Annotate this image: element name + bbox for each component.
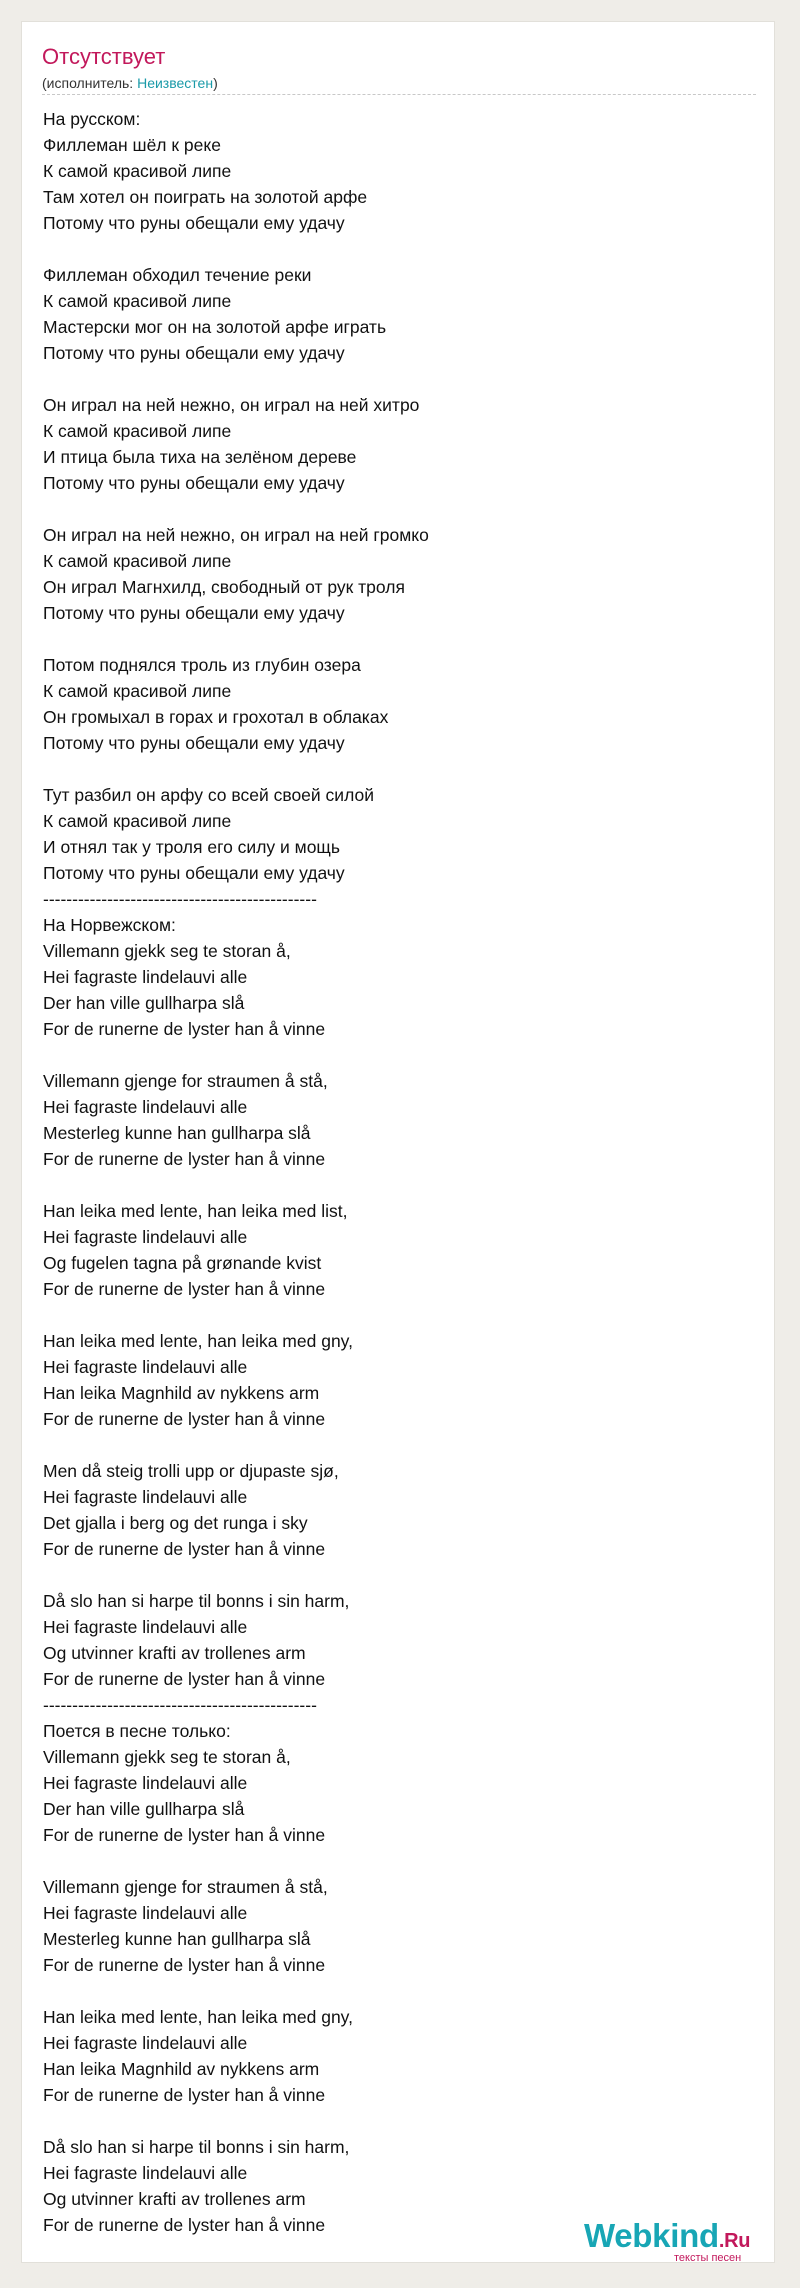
lyric-line: К самой красивой липе [43, 291, 232, 311]
lyric-line: Då slo han si harpe til bonns i sin harm, [43, 1591, 350, 1611]
lyric-line: Мастерски мог он на золотой арфе играть [43, 317, 387, 337]
lyric-line: Потому что руны обещали ему удачу [43, 733, 345, 753]
song-title: Отсутствует [42, 44, 166, 69]
lyric-line: For de runerne de lyster han å vinne [43, 1019, 326, 1039]
lyric-line: Там хотел он поиграть на золотой арфе [43, 187, 368, 207]
lyric-line: Потом поднялся троль из глубин озера [43, 655, 361, 675]
lyric-line: Hei fagraste lindelauvi alle [43, 967, 248, 987]
lyric-line: Hei fagraste lindelauvi alle [43, 1617, 248, 1637]
lyric-line: К самой красивой липе [43, 551, 232, 571]
lyrics-text [43, 106, 743, 2238]
lyric-line: Hei fagraste lindelauvi alle [43, 1487, 248, 1507]
stanza-gap [43, 1042, 743, 1068]
stanza-gap [43, 236, 743, 262]
lyric-line: Hei fagraste lindelauvi alle [43, 2163, 248, 2183]
lyric-line: Потому что руны обещали ему удачу [43, 213, 345, 233]
lyric-line: For de runerne de lyster han å vinne [43, 1279, 326, 1299]
logo-tagline: тексты песен [674, 2252, 742, 2264]
lyric-line: Филлеман шёл к реке [43, 135, 221, 155]
stanza-gap [43, 1432, 743, 1458]
lyric-line: Hei fagraste lindelauvi alle [43, 2033, 248, 2053]
stanza-gap [43, 626, 743, 652]
lyric-line: Mesterleg kunne han gullharpa slå [43, 1123, 311, 1143]
lyric-line: Потому что руны обещали ему удачу [43, 863, 345, 883]
stanza-gap [43, 1978, 743, 2004]
lyric-line: К самой красивой липе [43, 161, 232, 181]
lyric-line: For de runerne de lyster han å vinne [43, 2215, 326, 2235]
lyric-line: Han leika Magnhild av nykkens arm [43, 1383, 320, 1403]
lyric-line: Hei fagraste lindelauvi alle [43, 1903, 248, 1923]
artist-line [42, 74, 218, 92]
lyric-line: Hei fagraste lindelauvi alle [43, 1357, 248, 1377]
stanza-gap [43, 366, 743, 392]
lyric-line: Mesterleg kunne han gullharpa slå [43, 1929, 311, 1949]
lyric-line: Филлеман обходил течение реки [43, 265, 312, 285]
lyric-line: Han leika Magnhild av nykkens arm [43, 2059, 320, 2079]
lyric-line: Он играл на ней нежно, он играл на ней громко [43, 525, 429, 545]
lyric-line: Hei fagraste lindelauvi alle [43, 1773, 248, 1793]
lyric-line: For de runerne de lyster han å vinne [43, 1825, 326, 1845]
stanza-gap [43, 756, 743, 782]
lyric-line: For de runerne de lyster han å vinne [43, 2085, 326, 2105]
stanza-gap [43, 1302, 743, 1328]
lyric-line: Der han ville gullharpa slå [43, 1799, 245, 1819]
lyric-line: И отнял так у троля его силу и мощь [43, 837, 340, 857]
lyric-line: Villemann gjenge for straumen å stå, [43, 1877, 328, 1897]
lyric-line: Потому что руны обещали ему удачу [43, 473, 345, 493]
lyric-line: На русском: [43, 109, 141, 129]
lyric-line: На Норвежском: [43, 915, 176, 935]
stanza-gap [43, 1172, 743, 1198]
lyric-line: For de runerne de lyster han å vinne [43, 1539, 326, 1559]
lyric-line: Då slo han si harpe til bonns i sin harm, [43, 2137, 350, 2157]
artist-prefix: (исполнитель: [42, 75, 138, 91]
artist-suffix: ) [213, 75, 218, 91]
stanza-gap [43, 2108, 743, 2134]
lyric-line: Der han ville gullharpa slå [43, 993, 245, 1013]
lyric-line: К самой красивой липе [43, 811, 232, 831]
lyric-line: ----------------------------------------------- [43, 889, 317, 909]
lyric-line: Villemann gjenge for straumen å stå, [43, 1071, 328, 1091]
lyric-line: Og utvinner krafti av trollenes arm [43, 2189, 306, 2209]
lyric-line: Он громыхал в горах и грохотал в облаках [43, 707, 389, 727]
lyric-line: For de runerne de lyster han å vinne [43, 1669, 326, 1689]
lyric-line: И птица была тиха на зелёном дереве [43, 447, 357, 467]
lyric-line: Men då steig trolli upp or djupaste sjø, [43, 1461, 339, 1481]
stanza-gap [43, 1562, 743, 1588]
lyric-line: Han leika med lente, han leika med list, [43, 1201, 348, 1221]
artist-link[interactable]: Неизвестен [137, 75, 214, 91]
header-divider [42, 94, 756, 95]
stanza-gap [43, 1848, 743, 1874]
lyric-line: For de runerne de lyster han å vinne [43, 1409, 326, 1429]
webkind-logo[interactable] [584, 2217, 764, 2267]
lyric-line: Han leika med lente, han leika med gny, [43, 2007, 353, 2027]
lyric-line: К самой красивой липе [43, 681, 232, 701]
lyric-line: Hei fagraste lindelauvi alle [43, 1097, 248, 1117]
lyric-line: Он играл Магнхилд, свободный от рук троля [43, 577, 405, 597]
lyric-line: Потому что руны обещали ему удачу [43, 603, 345, 623]
lyric-line: Поется в песне только: [43, 1721, 231, 1741]
lyric-line: Villemann gjekk seg te storan å, [43, 1747, 291, 1767]
lyric-line: Og fugelen tagna på grønande kvist [43, 1253, 322, 1273]
lyric-line: Он играл на ней нежно, он играл на ней хитро [43, 395, 420, 415]
lyric-line: For de runerne de lyster han å vinne [43, 1149, 326, 1169]
lyric-line: Тут разбил он арфу со всей своей силой [43, 785, 374, 805]
lyric-line: For de runerne de lyster han å vinne [43, 1955, 326, 1975]
lyric-line: Villemann gjekk seg te storan å, [43, 941, 291, 961]
lyric-line: Og utvinner krafti av trollenes arm [43, 1643, 306, 1663]
logo-name: Webkind [584, 2217, 719, 2254]
lyric-line: Det gjalla i berg og det runga i sky [43, 1513, 308, 1533]
lyric-line: Hei fagraste lindelauvi alle [43, 1227, 248, 1247]
lyric-line: К самой красивой липе [43, 421, 232, 441]
logo-tld: .Ru [718, 2230, 751, 2252]
stanza-gap [43, 496, 743, 522]
lyric-line: Потому что руны обещали ему удачу [43, 343, 345, 363]
lyrics-card [21, 21, 775, 2263]
lyric-line: ----------------------------------------------- [43, 1695, 317, 1715]
lyric-line: Han leika med lente, han leika med gny, [43, 1331, 353, 1351]
